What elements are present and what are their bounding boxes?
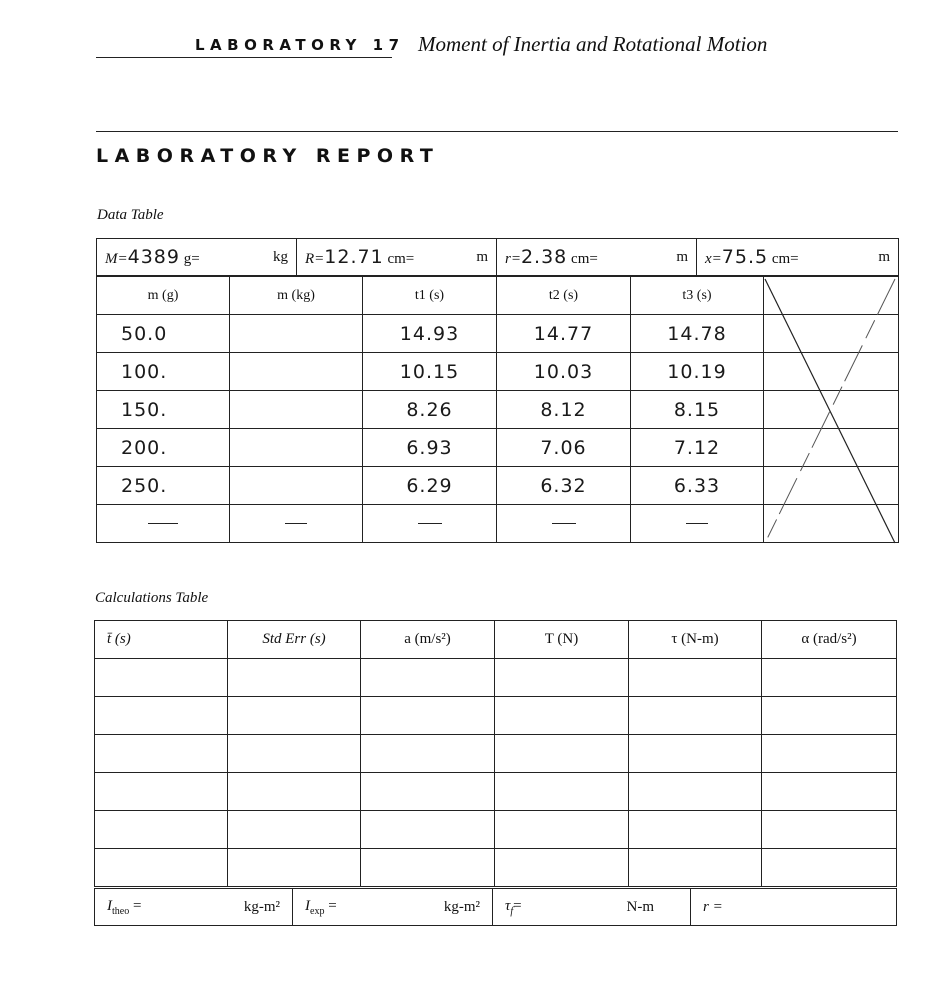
dash-cell (631, 505, 764, 543)
t2-cell: 10.03 (497, 353, 631, 391)
calc-cell[interactable] (762, 659, 897, 697)
calc-table-caption: Calculations Table (95, 590, 209, 606)
dash-cell (230, 505, 363, 543)
m-g-cell: 100. (97, 353, 230, 391)
m-kg-cell (230, 467, 363, 505)
header-t2: t2 (s) (497, 277, 631, 315)
calc-cell[interactable] (762, 697, 897, 735)
calc-cell[interactable] (495, 849, 629, 887)
calc-cell[interactable] (95, 659, 228, 697)
I-theo-cell[interactable] (95, 889, 293, 926)
header-t3: t3 (s) (631, 277, 764, 315)
tau-f-equals: = (513, 897, 522, 914)
calc-cell[interactable] (762, 811, 897, 849)
results-row (94, 888, 897, 926)
table-row (95, 849, 897, 887)
data-table (96, 276, 899, 543)
tau-f-subscript: f (510, 905, 514, 917)
M-value: 4389 (127, 246, 180, 268)
calc-cell[interactable] (228, 697, 361, 735)
header-m-g: m (g) (97, 277, 230, 315)
t3-cell: 10.19 (631, 353, 764, 391)
m-g-cell: 150. (97, 391, 230, 429)
distance-x-cell (697, 239, 899, 276)
I-theo-unit: kg-m² (243, 898, 280, 915)
crossed-cell (764, 391, 899, 429)
header-acceleration: a (m/s²) (361, 621, 495, 659)
calc-cell[interactable] (495, 735, 629, 773)
dash-mark (148, 523, 178, 524)
t2-cell: 8.12 (497, 391, 631, 429)
M-unit-kg: kg (273, 248, 288, 265)
calc-cell[interactable] (629, 811, 762, 849)
t3-cell: 14.78 (631, 315, 764, 353)
t2-cell: 7.06 (497, 429, 631, 467)
calc-cell[interactable] (629, 659, 762, 697)
R-value: 12.71 (324, 246, 384, 268)
M-unit-g: g= (183, 251, 200, 267)
calc-cell[interactable] (495, 811, 629, 849)
calc-cell[interactable] (762, 735, 897, 773)
calc-cell[interactable] (762, 849, 897, 887)
calc-cell[interactable] (361, 735, 495, 773)
constants-row (96, 238, 899, 276)
dash-mark (285, 523, 307, 524)
tau-f-label: τ (505, 897, 511, 914)
crossed-cell (764, 505, 899, 543)
m-kg-cell (230, 391, 363, 429)
calc-cell[interactable] (361, 697, 495, 735)
r-unit-cm: cm= (571, 251, 598, 267)
calc-header-row (95, 621, 897, 659)
calc-cell[interactable] (95, 735, 228, 773)
header-crossed-cell (764, 277, 899, 315)
header-tension: T (N) (495, 621, 629, 659)
x-unit-m: m (878, 248, 890, 265)
crossed-cell (764, 315, 899, 353)
m-g-cell: 50.0 (97, 315, 230, 353)
calc-cell[interactable] (361, 659, 495, 697)
calc-cell[interactable] (95, 697, 228, 735)
I-exp-cell[interactable] (293, 889, 493, 926)
I-exp-label: I (305, 897, 310, 914)
table-row (95, 735, 897, 773)
radius-r-cell (497, 239, 697, 276)
I-theo-label: I (107, 897, 112, 914)
crossed-cell (764, 353, 899, 391)
header-rule (96, 57, 392, 58)
crossed-cell (764, 467, 899, 505)
header-m-kg: m (kg) (230, 277, 363, 315)
m-kg-cell (230, 429, 363, 467)
m-kg-cell (230, 315, 363, 353)
x-label: x= (705, 251, 722, 267)
lab-number-header: LABORATORY 17 (195, 36, 405, 54)
table-row (97, 467, 899, 505)
table-row (97, 315, 899, 353)
calc-cell[interactable] (361, 849, 495, 887)
table-row (95, 697, 897, 735)
t3-cell: 8.15 (631, 391, 764, 429)
table-row (95, 659, 897, 697)
table-row (97, 391, 899, 429)
lab-title-header: Moment of Inertia and Rotational Motion (418, 32, 768, 56)
M-label: M= (105, 251, 128, 267)
dash-mark (418, 523, 442, 524)
mass-M-cell (97, 239, 297, 276)
t3-cell: 6.33 (631, 467, 764, 505)
m-g-cell: 250. (97, 467, 230, 505)
header-torque: τ (N-m) (629, 621, 762, 659)
I-exp-unit: kg-m² (443, 898, 480, 915)
r-result-cell[interactable] (691, 889, 897, 926)
header-alpha: α (rad/s²) (762, 621, 897, 659)
calc-cell[interactable] (762, 773, 897, 811)
t1-cell: 14.93 (363, 315, 497, 353)
r-result-label: r = (703, 898, 723, 915)
calc-cell[interactable] (95, 773, 228, 811)
dash-cell (97, 505, 230, 543)
dash-cell (363, 505, 497, 543)
calc-cell[interactable] (629, 849, 762, 887)
r-label: r= (505, 251, 521, 267)
calc-cell[interactable] (495, 659, 629, 697)
dash-cell (497, 505, 631, 543)
calc-cell[interactable] (228, 849, 361, 887)
r-unit-m: m (676, 248, 688, 265)
report-rule (96, 131, 898, 132)
m-g-cell: 200. (97, 429, 230, 467)
table-row (95, 773, 897, 811)
header-t-mean: t̄ (s) (95, 621, 228, 659)
table-row (95, 811, 897, 849)
I-exp-equals: = (328, 897, 337, 914)
t1-cell: 8.26 (363, 391, 497, 429)
header-std-err: Std Err (s) (228, 621, 361, 659)
calc-cell[interactable] (495, 697, 629, 735)
crossed-cell (764, 429, 899, 467)
tau-f-cell[interactable] (493, 889, 691, 926)
radius-R-cell (297, 239, 497, 276)
calc-cell[interactable] (629, 773, 762, 811)
I-exp-subscript: exp (310, 905, 325, 917)
x-unit-cm: cm= (771, 251, 799, 267)
calc-cell[interactable] (495, 773, 629, 811)
r-value: 2.38 (520, 246, 568, 268)
R-label: R= (305, 251, 325, 267)
data-header-row (97, 277, 899, 315)
calc-cell[interactable] (228, 773, 361, 811)
report-title: LABORATORY REPORT (96, 145, 440, 167)
t2-cell: 6.32 (497, 467, 631, 505)
tau-f-unit: N-m (626, 898, 654, 915)
t1-cell: 10.15 (363, 353, 497, 391)
calc-cell[interactable] (361, 811, 495, 849)
header-t1: t1 (s) (363, 277, 497, 315)
dash-mark (552, 523, 576, 524)
I-theo-subscript: theo (112, 905, 130, 917)
calc-cell[interactable] (228, 735, 361, 773)
R-unit-cm: cm= (387, 251, 415, 267)
table-row-dashes (97, 505, 899, 543)
R-unit-m: m (476, 248, 488, 265)
calc-cell[interactable] (228, 659, 361, 697)
t2-cell: 14.77 (497, 315, 631, 353)
t1-cell: 6.93 (363, 429, 497, 467)
dash-mark (686, 523, 708, 524)
calc-cell[interactable] (95, 849, 228, 887)
table-row (97, 353, 899, 391)
calc-cell[interactable] (629, 735, 762, 773)
I-theo-equals: = (132, 897, 142, 914)
calc-cell[interactable] (361, 773, 495, 811)
calc-cell[interactable] (95, 811, 228, 849)
calc-cell[interactable] (629, 697, 762, 735)
t3-cell: 7.12 (631, 429, 764, 467)
t1-cell: 6.29 (363, 467, 497, 505)
data-table-caption: Data Table (97, 207, 164, 223)
table-row (97, 429, 899, 467)
m-kg-cell (230, 353, 363, 391)
x-value: 75.5 (721, 246, 769, 268)
calc-cell[interactable] (228, 811, 361, 849)
calculations-table (94, 620, 897, 887)
